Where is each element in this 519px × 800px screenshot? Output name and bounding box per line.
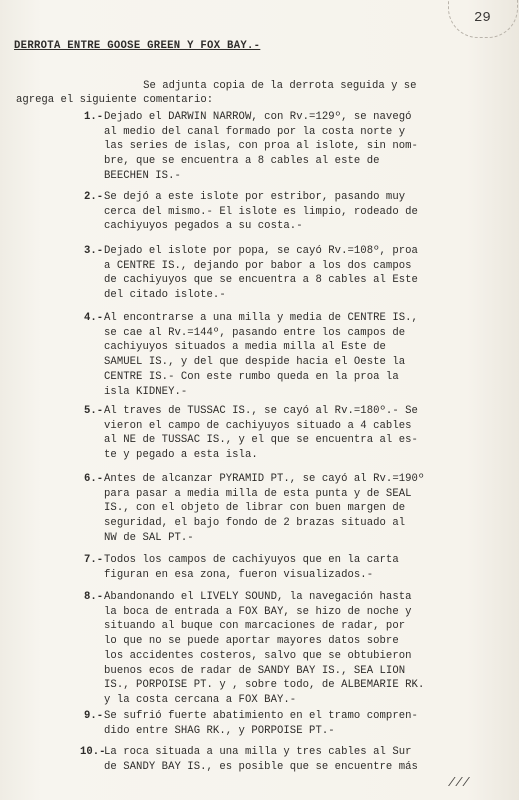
list-item <box>84 590 504 708</box>
item-text: Dejado el islote por popa, se cayó Rv.=108º, proa a CENTRE IS., dejando por babor a los dos campos de cachiyuyos que se encuentra a 8 cables al Este del citado islote.- <box>104 245 418 302</box>
list-item <box>84 311 504 399</box>
item-number: 5.- <box>84 405 104 417</box>
item-number: 10.- <box>80 746 106 758</box>
document-title: DERROTA ENTRE GOOSE GREEN Y FOX BAY.- <box>14 40 261 52</box>
item-text: Antes de alcanzar PYRAMID PT., se cayó al Rv.=190º para pasar a media milla de esta punta y de SEAL IS., con el objeto de librar con buen margen de seguridad, el bajo fondo de 2 brazas situado al NW de SAL PT.- <box>104 473 425 544</box>
list-item <box>84 472 504 546</box>
item-text: Se sufrió fuerte abatimiento en el tramo compren- dido entre SHAG RK., y PORPOISE PT.- <box>104 710 418 737</box>
list-item <box>84 709 504 738</box>
item-number: 2.- <box>84 191 104 203</box>
list-item <box>84 553 504 582</box>
list-item <box>84 244 504 303</box>
item-number: 3.- <box>84 245 104 257</box>
item-text: La roca situada a una milla y tres cables al Sur de SANDY BAY IS., es posible que se encuentre más <box>104 746 418 773</box>
page-stamp-number: 29 <box>474 10 491 26</box>
item-number: 6.- <box>84 473 104 485</box>
item-number: 7.- <box>84 554 104 566</box>
intro-paragraph: Se adjunta copia de la derrota seguida y se agrega el siguiente comentario: <box>16 80 417 106</box>
continuation-mark: /// <box>448 776 470 790</box>
list-item <box>80 745 500 774</box>
item-number: 9.- <box>84 710 104 722</box>
list-item <box>84 110 504 184</box>
item-text: Al encontrarse a una milla y media de CENTRE IS., se cae al Rv.=144º, pasando entre los campos de cachiyuyos situados a media milla al Este de SAMUEL IS., y del que despide hacia el Oeste la CENTRE IS.- Con este rumbo queda en la proa la isla KIDNEY.- <box>104 312 418 398</box>
item-text: Abandonando el LIVELY SOUND, la navegación hasta la boca de entrada a FOX BAY, se hizo de noche y situando al buque con marcaciones de radar, por lo que no se puede aportar mayores datos sobre los accidentes costeros, salvo que se obtubieron buenos ecos de radar de SANDY BAY IS., SEA LION IS., PORPOISE PT. y , sobre todo, de ALBEMARIE RK. y la costa cercana a FOX BAY.- <box>104 591 425 706</box>
item-number: 1.- <box>84 111 104 123</box>
list-item <box>84 404 504 463</box>
item-text: Dejado el DARWIN NARROW, con Rv.=129º, se navegó al medio del canal formado por la costa norte y las series de islas, con proa al islote, sin nom- bre, que se encuentra a 8 cables al este de BEECHEN IS.- <box>104 111 418 182</box>
item-text: Se dejó a este islote por estribor, pasando muy cerca del mismo.- El islote es limpio, rodeado de cachiyuyos pegados a su costa.- <box>104 191 418 233</box>
item-text: Al traves de TUSSAC IS., se cayó al Rv.=180º.- Se vieron el campo de cachiyuyos situado a 4 cables al NE de TUSSAC IS., y el que se encuentra al es- te y pegado a esta isla. <box>104 405 418 462</box>
item-number: 8.- <box>84 591 104 603</box>
item-number: 4.- <box>84 312 104 324</box>
list-item <box>84 190 504 234</box>
item-text: Todos los campos de cachiyuyos que en la carta figuran en esa zona, fueron visualizados.- <box>104 554 399 581</box>
